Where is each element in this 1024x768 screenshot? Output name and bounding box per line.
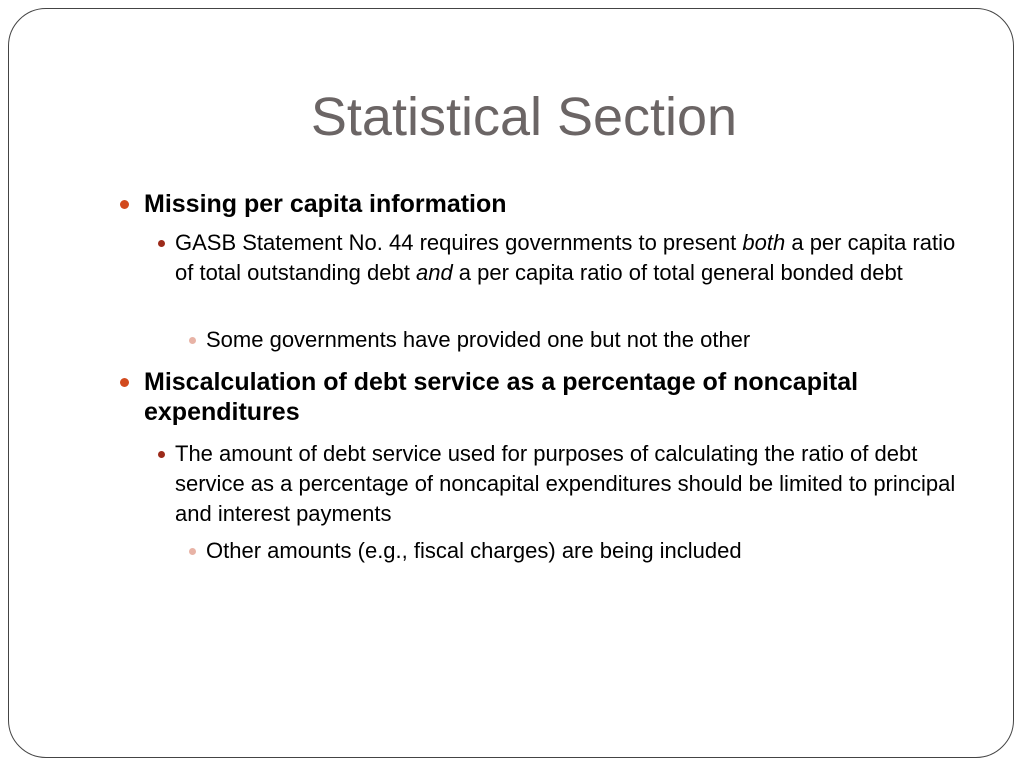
bullet-text: Other amounts (e.g., fiscal charges) are being included	[206, 538, 742, 563]
bullet-level1-miscalculation	[144, 367, 974, 427]
bullet-level2-gasb-statement	[175, 228, 975, 288]
bullet-emphasis: both	[742, 230, 786, 255]
bullet-dot-icon	[189, 337, 196, 344]
bullet-dot-icon	[120, 378, 129, 387]
slide	[8, 8, 1014, 758]
bullet-dot-icon	[189, 548, 196, 555]
bullet-dot-icon	[158, 451, 165, 458]
bullet-level3-other-amounts	[206, 536, 966, 566]
bullet-text: The amount of debt service used for purposes of calculating the ratio of debt service as a percentage of noncapital expenditures should be limited to principal and interest payments	[175, 441, 956, 526]
bullet-text-part: GASB Statement No. 44 requires governments to present	[175, 230, 743, 255]
bullet-emphasis: and	[415, 260, 453, 285]
bullet-text: Missing per capita information	[144, 190, 507, 218]
bullet-text: Miscalculation of debt service as a percentage of noncapital expenditures	[144, 368, 859, 426]
bullet-text-part: a per capita ratio of total general bonded debt	[452, 260, 903, 285]
slide-title: Statistical Section	[310, 87, 738, 147]
bullet-level2-amount-of-debt-service	[175, 439, 975, 529]
bullet-text-part: a per capita ratio of total outstanding debt	[175, 230, 956, 285]
bullet-dot-icon	[158, 240, 165, 247]
bullet-text: Some governments have provided one but not the other	[206, 327, 751, 352]
bullet-level1-missing-per-capita	[144, 189, 974, 219]
bullet-level3-some-governments	[206, 325, 966, 355]
bullet-dot-icon	[120, 200, 129, 209]
